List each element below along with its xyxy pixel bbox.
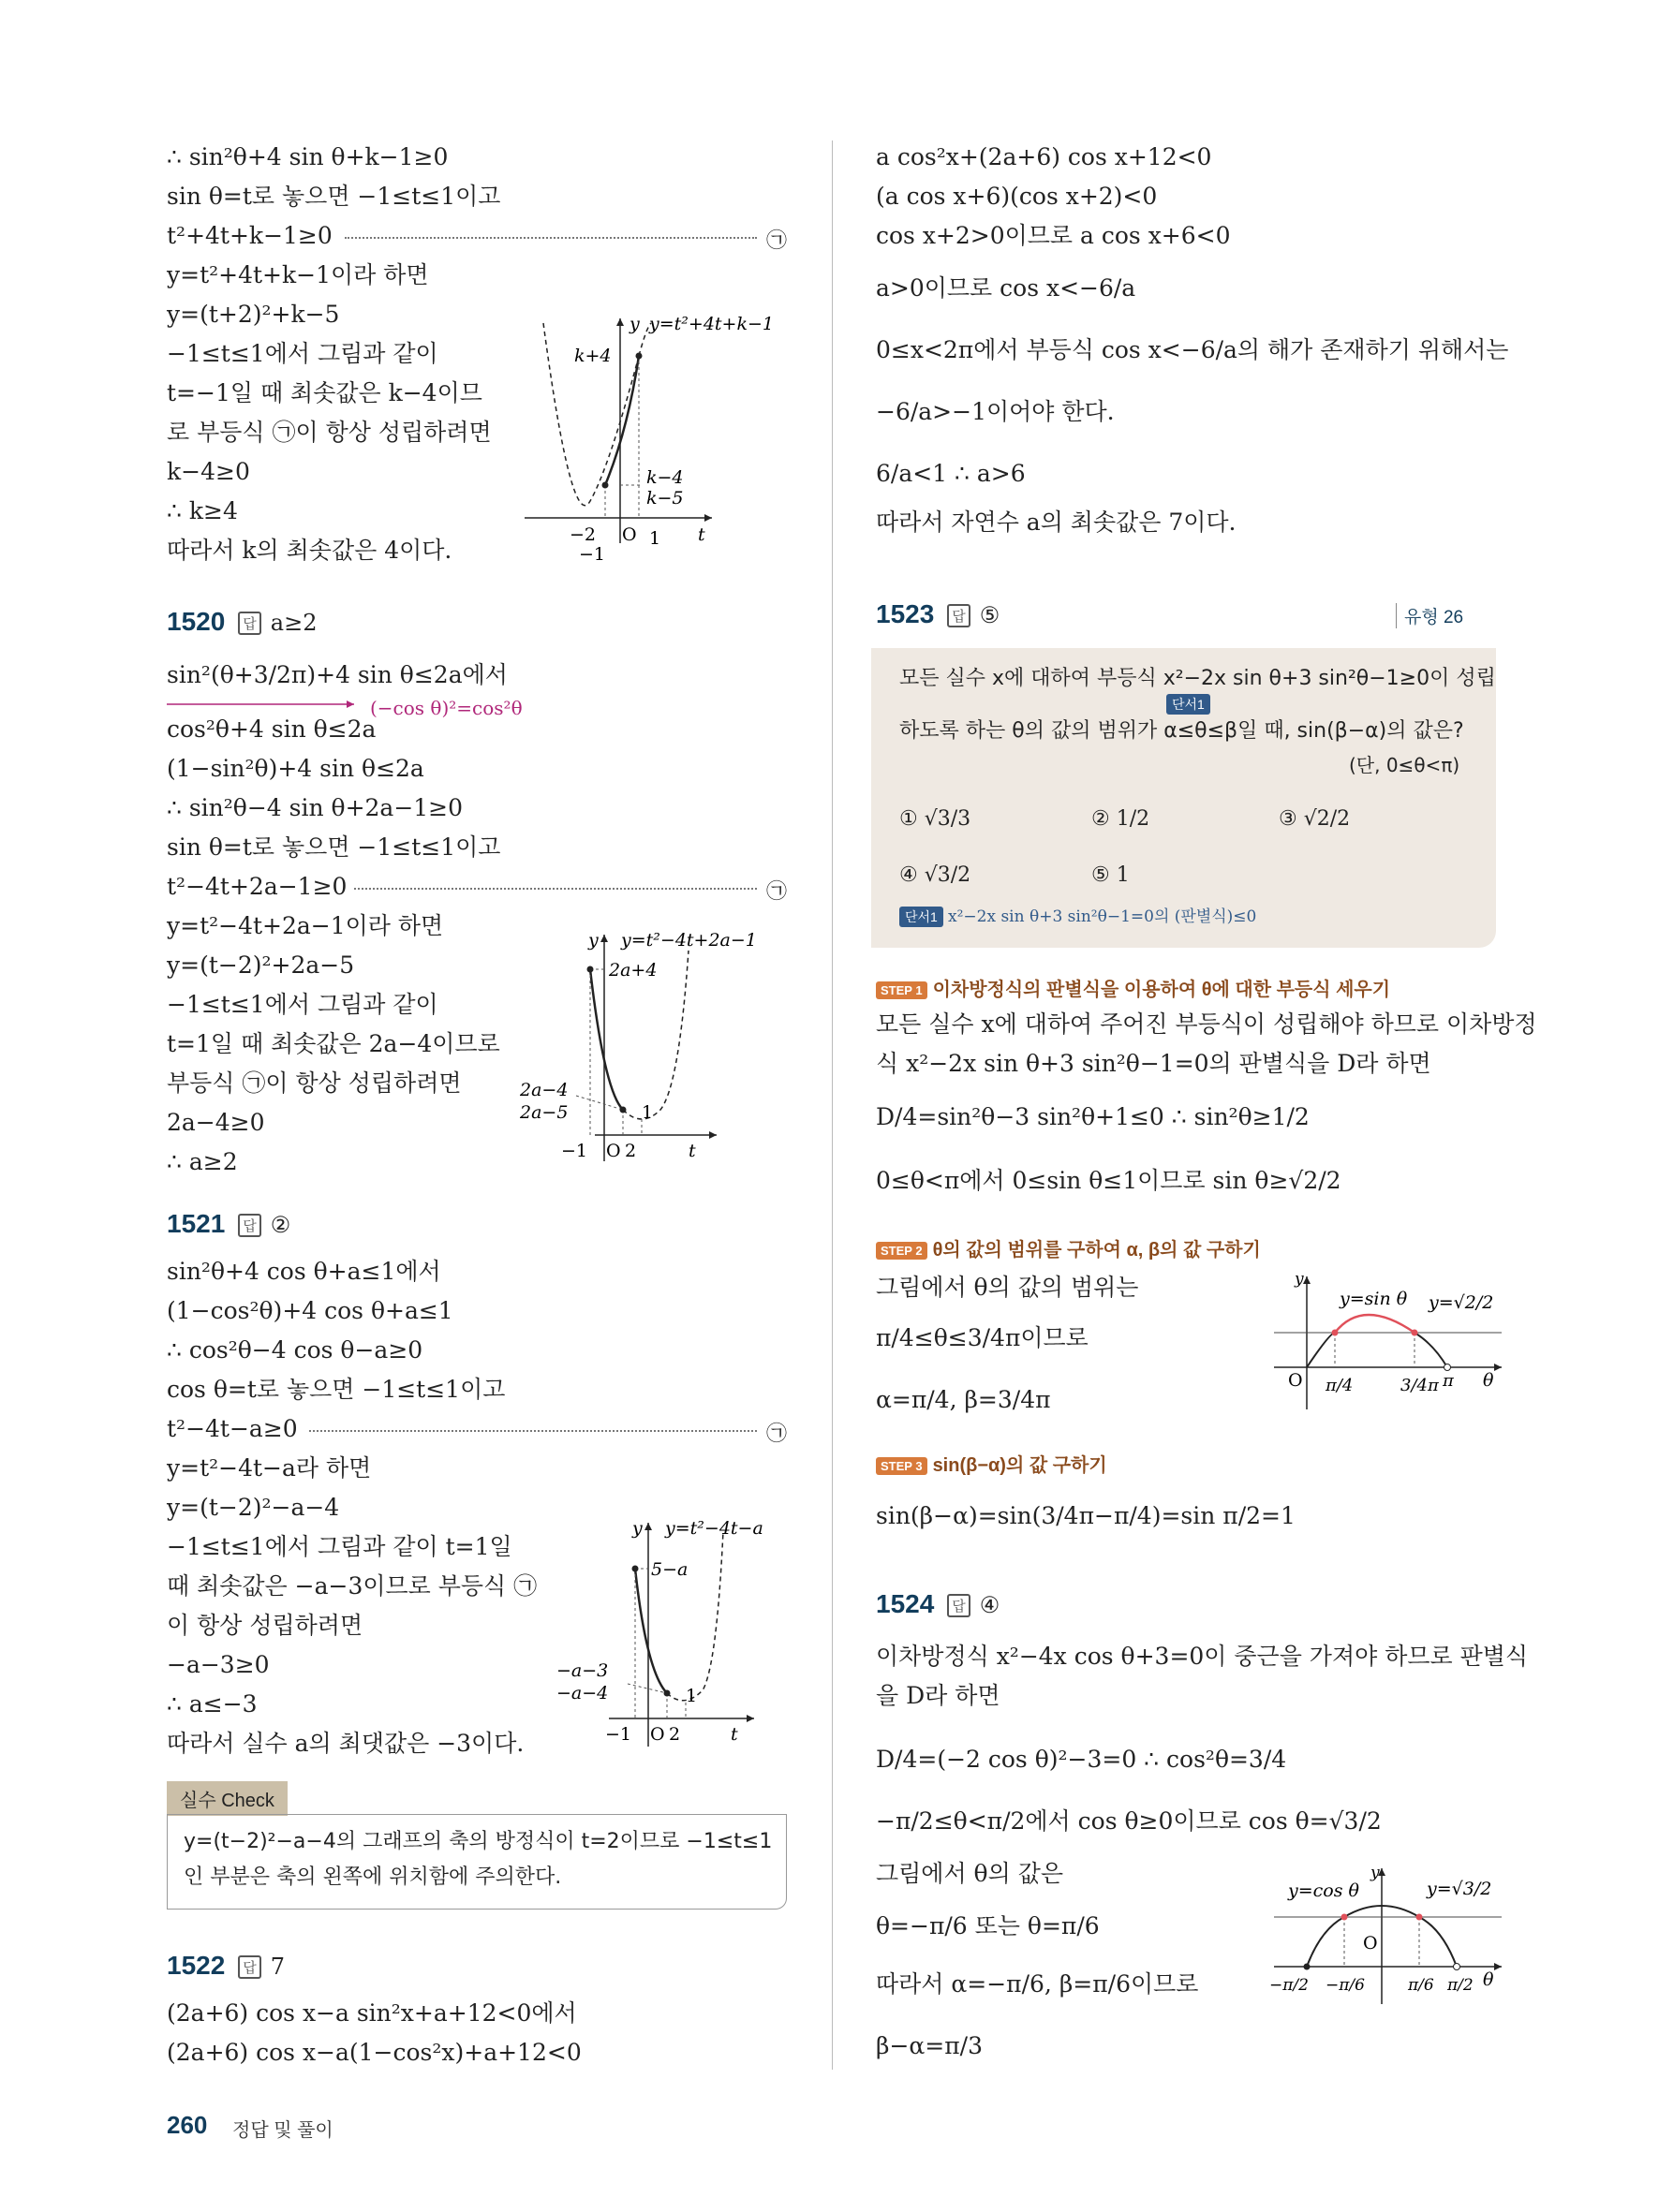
note-text: (−cos θ)²=cos²θ [370, 697, 523, 719]
svg-text:t: t [698, 524, 705, 545]
svg-text:O: O [622, 524, 637, 545]
text-line: 을 D라 하면 [876, 1682, 1000, 1709]
svg-text:−π/2: −π/2 [1269, 1976, 1309, 1995]
choice[interactable]: ④ √3/2 [899, 863, 971, 887]
text-line: 모든 실수 x에 대하여 주어진 부등식이 성립해야 하므로 이차방정 [876, 1010, 1537, 1038]
svg-text:−π/6: −π/6 [1326, 1976, 1365, 1995]
circle-mark: ㉠ [766, 880, 788, 904]
text-line: 때 최솟값은 −a−3이므로 부등식 ㉠ [167, 1572, 538, 1600]
svg-text:k−5: k−5 [646, 488, 684, 509]
svg-text:−1: −1 [579, 544, 606, 562]
choice[interactable]: ⑤ 1 [1091, 863, 1130, 887]
parabola-graph-2 [520, 927, 801, 1171]
text-line: sin(β−α)=sin(3/4π−π/4)=sin π/2=1 [876, 1502, 1296, 1529]
svg-text:2a−5: 2a−5 [520, 1102, 569, 1123]
text-line: y=(t−2)²+2a−5 [167, 951, 355, 979]
check-line: 인 부분은 축의 왼쪽에 위치함에 주의한다. [184, 1865, 562, 1889]
svg-text:y=t²+4t+k−1: y=t²+4t+k−1 [649, 314, 774, 334]
text-line: 6/a<1 ∴ a>6 [876, 460, 1026, 487]
text-line: y=t²+4t+k−1이라 하면 [167, 261, 429, 288]
text-line: cos x+2>0이므로 a cos x+6<0 [876, 222, 1231, 249]
circle-mark: ㉠ [766, 229, 788, 253]
text-line: y=t²−4t−a라 하면 [167, 1454, 372, 1482]
choice[interactable]: ② 1/2 [1091, 807, 1150, 831]
text-line: a>0이므로 cos x<−6/a [876, 274, 1136, 302]
clue-line: x²−2x sin θ+3 sin²θ−1=0의 (판별식)≤0 [948, 907, 1257, 926]
text-line: ∴ a≤−3 [167, 1690, 258, 1718]
svg-text:−2: −2 [570, 524, 597, 545]
text-line: 0≤θ<π에서 0≤sin θ≤1이므로 sin θ≥√2/2 [876, 1167, 1341, 1194]
parabola-graph-1 [515, 309, 796, 562]
text-line: (2a+6) cos x−a(1−cos²x)+a+12<0 [167, 2039, 582, 2066]
svg-text:y=sin θ: y=sin θ [1340, 1289, 1408, 1309]
svg-text:3/4π: 3/4π [1400, 1376, 1439, 1395]
problem-number-1523: 1523 답 ⑤ [876, 599, 1000, 628]
text-line: 따라서 k의 최솟값은 4이다. [167, 537, 452, 564]
sine-graph [1269, 1269, 1513, 1419]
text-line: ∴ k≥4 [167, 497, 238, 524]
svg-text:π/2: π/2 [1447, 1976, 1474, 1995]
section-title: 정답 및 풀이 [232, 2120, 333, 2141]
problem-text: 모든 실수 x에 대하여 부등식 x²−2x sin θ+3 sin²θ−1≥0이 성립 [899, 667, 1496, 690]
text-line: (1−sin²θ)+4 sin θ≤2a [167, 755, 424, 782]
text-line: sin²θ+4 cos θ+a≤1에서 [167, 1258, 441, 1285]
text-line: (a cos x+6)(cos x+2)<0 [876, 183, 1158, 210]
text-line: 따라서 실수 a의 최댓값은 −3이다. [167, 1730, 525, 1757]
clue-tag: 단서1 [899, 907, 943, 927]
svg-text:O: O [650, 1724, 665, 1745]
step2-heading: STEP 2 θ의 값의 범위를 구하여 α, β의 값 구하기 [876, 1234, 1261, 1261]
text-line: (1−cos²θ)+4 cos θ+a≤1 [167, 1297, 453, 1324]
svg-text:y=t²−4t+2a−1: y=t²−4t+2a−1 [621, 930, 757, 951]
svg-text:2: 2 [625, 1141, 637, 1161]
step1-heading: STEP 1 이차방정식의 판별식을 이용하여 θ에 대한 부등식 세우기 [876, 974, 1390, 1001]
svg-text:−a−4: −a−4 [556, 1683, 609, 1703]
svg-text:π/6: π/6 [1408, 1976, 1434, 1995]
text-line: 따라서 α=−π/6, β=π/6이므로 [876, 1970, 1199, 1998]
column-divider [832, 140, 833, 2070]
svg-text:k+4: k+4 [574, 346, 612, 366]
text-line: y=(t−2)²−a−4 [167, 1494, 340, 1521]
problem-condition: (단, 0≤θ<π) [1349, 754, 1460, 776]
problem-text: 하도록 하는 θ의 값의 범위가 α≤θ≤β일 때, sin(β−α)의 값은? [899, 719, 1464, 743]
svg-text:π: π [1443, 1371, 1454, 1391]
text-line: 이차방정식 x²−4x cos θ+3=0이 중근을 가져야 하므로 판별식 [876, 1643, 1529, 1670]
problem-number-1521: 1521 답 ② [167, 1209, 291, 1238]
text-line: t²−4t+2a−1≥0 [167, 873, 348, 900]
text-line: β−α=π/3 [876, 2032, 983, 2059]
step3-heading: STEP 3 sin(β−α)의 값 구하기 [876, 1450, 1107, 1477]
text-line: t=−1일 때 최솟값은 k−4이므 [167, 379, 482, 406]
page-number: 260 [167, 2111, 208, 2139]
text-line: −a−3≥0 [167, 1651, 270, 1678]
svg-text:5−a: 5−a [651, 1559, 689, 1580]
text-line: cos θ=t로 놓으면 −1≤t≤1이고 [167, 1376, 506, 1403]
text-line: (2a+6) cos x−a sin²x+a+12<0에서 [167, 1999, 577, 2027]
text-line: 이 항상 성립하려면 [167, 1612, 363, 1639]
circle-mark: ㉠ [766, 1423, 788, 1446]
svg-text:y=t²−4t−a: y=t²−4t−a [665, 1518, 763, 1539]
svg-text:k−4: k−4 [646, 467, 684, 488]
svg-text:O: O [1363, 1933, 1378, 1954]
cosine-graph [1269, 1859, 1513, 2009]
svg-text:θ: θ [1483, 1370, 1494, 1391]
svg-text:2: 2 [669, 1724, 681, 1745]
type-label: 유형 26 [1396, 603, 1463, 628]
text-line: t=1일 때 최솟값은 2a−4이므로 [167, 1030, 500, 1057]
text-line: D/4=(−2 cos θ)²−3=0 ∴ cos²θ=3/4 [876, 1746, 1287, 1773]
svg-text:1: 1 [686, 1686, 698, 1706]
text-line: π/4≤θ≤3/4π이므로 [876, 1324, 1089, 1351]
check-tab: 실수 Check [167, 1781, 288, 1816]
text-line: k−4≥0 [167, 458, 250, 485]
text-line: t²−4t−a≥0 [167, 1415, 298, 1442]
svg-text:y: y [1295, 1270, 1304, 1289]
text-line: −1≤t≤1에서 그림과 같이 [167, 340, 438, 367]
text-line: θ=−π/6 또는 θ=π/6 [876, 1912, 1100, 1939]
svg-text:y: y [588, 930, 599, 951]
svg-text:θ: θ [1483, 1969, 1494, 1990]
text-line: ∴ a≥2 [167, 1148, 238, 1175]
svg-text:1: 1 [649, 528, 661, 549]
text-line: 그림에서 θ의 값은 [876, 1860, 1063, 1887]
svg-text:π/4: π/4 [1326, 1376, 1354, 1395]
svg-text:t: t [689, 1141, 696, 1161]
problem-number-1524: 1524 답 ④ [876, 1589, 1000, 1618]
text-line: 부등식 ㉠이 항상 성립하려면 [167, 1069, 462, 1097]
text-line: −π/2≤θ<π/2에서 cos θ≥0이므로 cos θ=√3/2 [876, 1807, 1382, 1835]
text-line: sin θ=t로 놓으면 −1≤t≤1이고 [167, 833, 501, 861]
parabola-graph-3 [553, 1517, 796, 1751]
text-line: 따라서 자연수 a의 최솟값은 7이다. [876, 509, 1237, 536]
text-line: 0≤x<2π에서 부등식 cos x<−6/a의 해가 존재하기 위해서는 [876, 336, 1509, 363]
problem-number-1522: 1522 답 7 [167, 1951, 286, 1980]
text-line: −1≤t≤1에서 그림과 같이 [167, 991, 438, 1018]
choice[interactable]: ③ √2/2 [1279, 807, 1351, 831]
text-line: −1≤t≤1에서 그림과 같이 t=1일 [167, 1533, 512, 1560]
svg-text:O: O [1288, 1370, 1303, 1391]
svg-text:2a+4: 2a+4 [609, 960, 658, 981]
svg-text:−a−3: −a−3 [556, 1660, 609, 1681]
text-line: 식 x²−2x sin θ+3 sin²θ−1=0의 판별식을 D라 하면 [876, 1050, 1431, 1077]
svg-text:y=√2/2: y=√2/2 [1429, 1292, 1494, 1313]
text-line: ∴ sin²θ−4 sin θ+2a−1≥0 [167, 794, 464, 821]
text-line: 2a−4≥0 [167, 1109, 265, 1136]
svg-text:2a−4: 2a−4 [520, 1080, 569, 1100]
text-line: y=t²−4t+2a−1이라 하면 [167, 912, 444, 939]
svg-text:O: O [606, 1141, 621, 1161]
text-line: D/4=sin²θ−3 sin²θ+1≤0 ∴ sin²θ≥1/2 [876, 1103, 1310, 1130]
text-line: sin²(θ+3/2π)+4 sin θ≤2a에서 [167, 661, 508, 688]
check-line: y=(t−2)²−a−4의 그래프의 축의 방정식이 t=2이므로 −1≤t≤1 [184, 1830, 773, 1853]
choice[interactable]: ① √3/3 [899, 807, 971, 831]
text-line: sin θ=t로 놓으면 −1≤t≤1이고 [167, 183, 501, 210]
text-line: t²+4t+k−1≥0 [167, 222, 333, 249]
svg-text:−1: −1 [561, 1141, 588, 1161]
svg-text:−1: −1 [605, 1724, 632, 1745]
text-line: 그림에서 θ의 값의 범위는 [876, 1274, 1139, 1301]
svg-text:t: t [731, 1724, 738, 1745]
text-line: 로 부등식 ㉠이 항상 성립하려면 [167, 419, 492, 446]
text-line: ∴ cos²θ−4 cos θ−a≥0 [167, 1336, 423, 1364]
svg-text:y: y [1370, 1864, 1380, 1882]
text-line: −6/a>−1이어야 한다. [876, 398, 1115, 425]
text-line: a cos²x+(2a+6) cos x+12<0 [876, 143, 1212, 170]
text-line: cos²θ+4 sin θ≤2a [167, 715, 377, 743]
svg-text:y: y [630, 314, 640, 334]
svg-text:y: y [632, 1518, 643, 1539]
svg-text:1: 1 [642, 1102, 654, 1123]
svg-text:y=cos θ: y=cos θ [1288, 1880, 1359, 1901]
svg-text:y=√3/2: y=√3/2 [1427, 1879, 1492, 1899]
problem-number-1520: 1520 답 a≥2 [167, 607, 318, 636]
clue-tag: 단서1 [1166, 694, 1210, 715]
text-line: y=(t+2)²+k−5 [167, 301, 340, 328]
text-line: α=π/4, β=3/4π [876, 1386, 1051, 1413]
text-line: ∴ sin²θ+4 sin θ+k−1≥0 [167, 143, 449, 170]
